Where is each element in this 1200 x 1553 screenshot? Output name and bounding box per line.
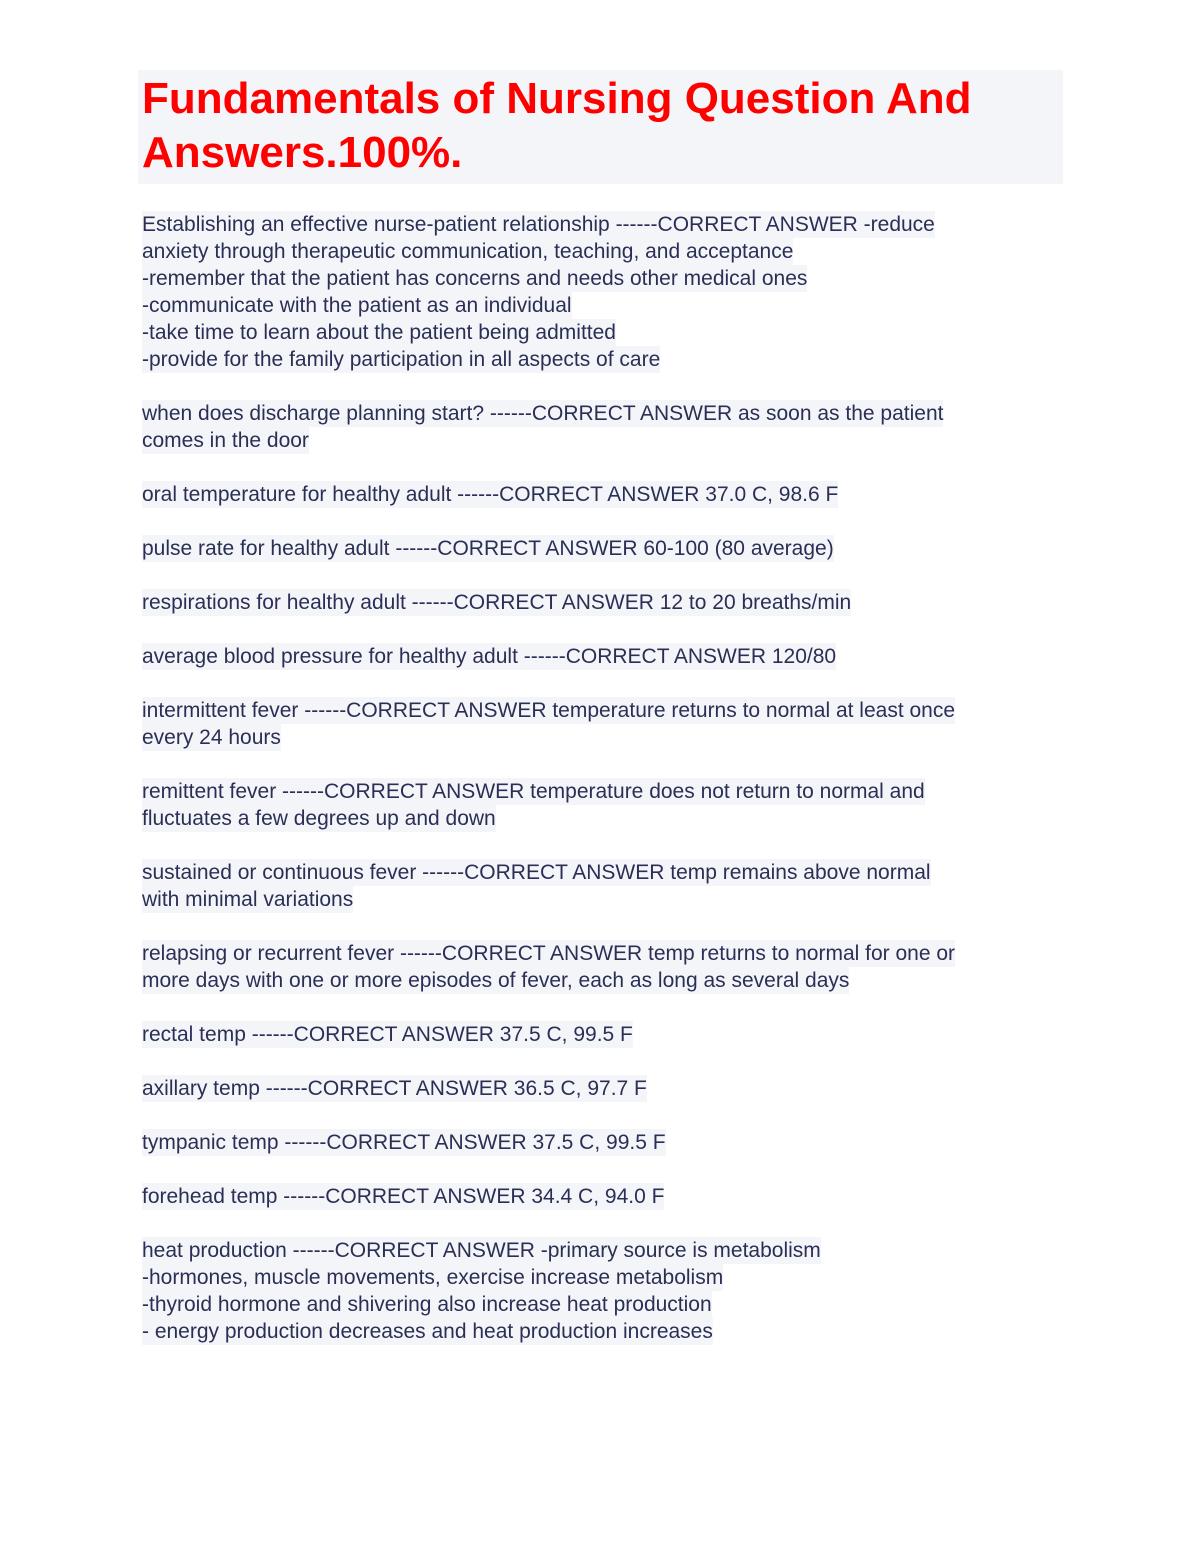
qa-entry — [142, 940, 1063, 994]
qa-line: every 24 hours — [142, 726, 281, 749]
qa-line: oral temperature for healthy adult ------CORRECT ANSWER 37.0 C, 98.6 F — [142, 483, 839, 506]
qa-line: pulse rate for healthy adult ------CORRECT ANSWER 60-100 (80 average) — [142, 537, 834, 560]
qa-line: axillary temp ------CORRECT ANSWER 36.5 C, 97.7 F — [142, 1077, 647, 1100]
qa-line: -hormones, muscle movements, exercise increase metabolism — [142, 1266, 724, 1289]
qa-line: -communicate with the patient as an individual — [142, 294, 572, 317]
qa-line: fluctuates a few degrees up and down — [142, 807, 496, 830]
qa-line: -provide for the family participation in all aspects of care — [142, 348, 661, 371]
document-page — [138, 70, 1063, 1372]
qa-line: - energy production decreases and heat production increases — [142, 1320, 713, 1343]
qa-line: Establishing an effective nurse-patient relationship ------CORRECT ANSWER -reduce — [142, 213, 935, 236]
qa-line: -thyroid hormone and shivering also increase heat production — [142, 1293, 712, 1316]
qa-line: comes in the door — [142, 429, 309, 452]
title-line: Answers.100%. — [142, 128, 463, 177]
qa-line: -remember that the patient has concerns and needs other medical ones — [142, 267, 808, 290]
qa-line: sustained or continuous fever ------CORRECT ANSWER temp remains above normal — [142, 861, 931, 884]
qa-line: with minimal variations — [142, 888, 354, 911]
qa-entry — [142, 778, 1063, 832]
qa-entry — [142, 1021, 1063, 1048]
title-line: Fundamentals of Nursing Question And — [142, 74, 972, 123]
qa-entry — [142, 697, 1063, 751]
qa-line: forehead temp ------CORRECT ANSWER 34.4 C, 94.0 F — [142, 1185, 665, 1208]
qa-line: tympanic temp ------CORRECT ANSWER 37.5 C, 99.5 F — [142, 1131, 666, 1154]
qa-line: remittent fever ------CORRECT ANSWER temperature does not return to normal and — [142, 780, 925, 803]
qa-line: relapsing or recurrent fever ------CORRECT ANSWER temp returns to normal for one or — [142, 942, 956, 965]
qa-entry — [142, 643, 1063, 670]
qa-line: respirations for healthy adult ------CORRECT ANSWER 12 to 20 breaths/min — [142, 591, 852, 614]
qa-line: rectal temp ------CORRECT ANSWER 37.5 C, 99.5 F — [142, 1023, 633, 1046]
qa-entry — [142, 1183, 1063, 1210]
qa-entry — [142, 1237, 1063, 1345]
qa-entry — [142, 1129, 1063, 1156]
qa-entry — [142, 859, 1063, 913]
qa-line: when does discharge planning start? ------CORRECT ANSWER as soon as the patient — [142, 402, 944, 425]
qa-entry — [142, 400, 1063, 454]
qa-line: intermittent fever ------CORRECT ANSWER temperature returns to normal at least once — [142, 699, 956, 722]
qa-list — [138, 211, 1063, 1345]
qa-entry — [142, 481, 1063, 508]
qa-line: heat production ------CORRECT ANSWER -primary source is metabolism — [142, 1239, 821, 1262]
qa-line: anxiety through therapeutic communication, teaching, and acceptance — [142, 240, 794, 263]
document-title — [138, 70, 1063, 184]
qa-line: average blood pressure for healthy adult ------CORRECT ANSWER 120/80 — [142, 645, 837, 668]
qa-entry — [142, 589, 1063, 616]
qa-entry — [142, 1075, 1063, 1102]
qa-line: -take time to learn about the patient being admitted — [142, 321, 616, 344]
qa-entry — [142, 211, 1063, 373]
qa-entry — [142, 535, 1063, 562]
qa-line: more days with one or more episodes of fever, each as long as several days — [142, 969, 850, 992]
